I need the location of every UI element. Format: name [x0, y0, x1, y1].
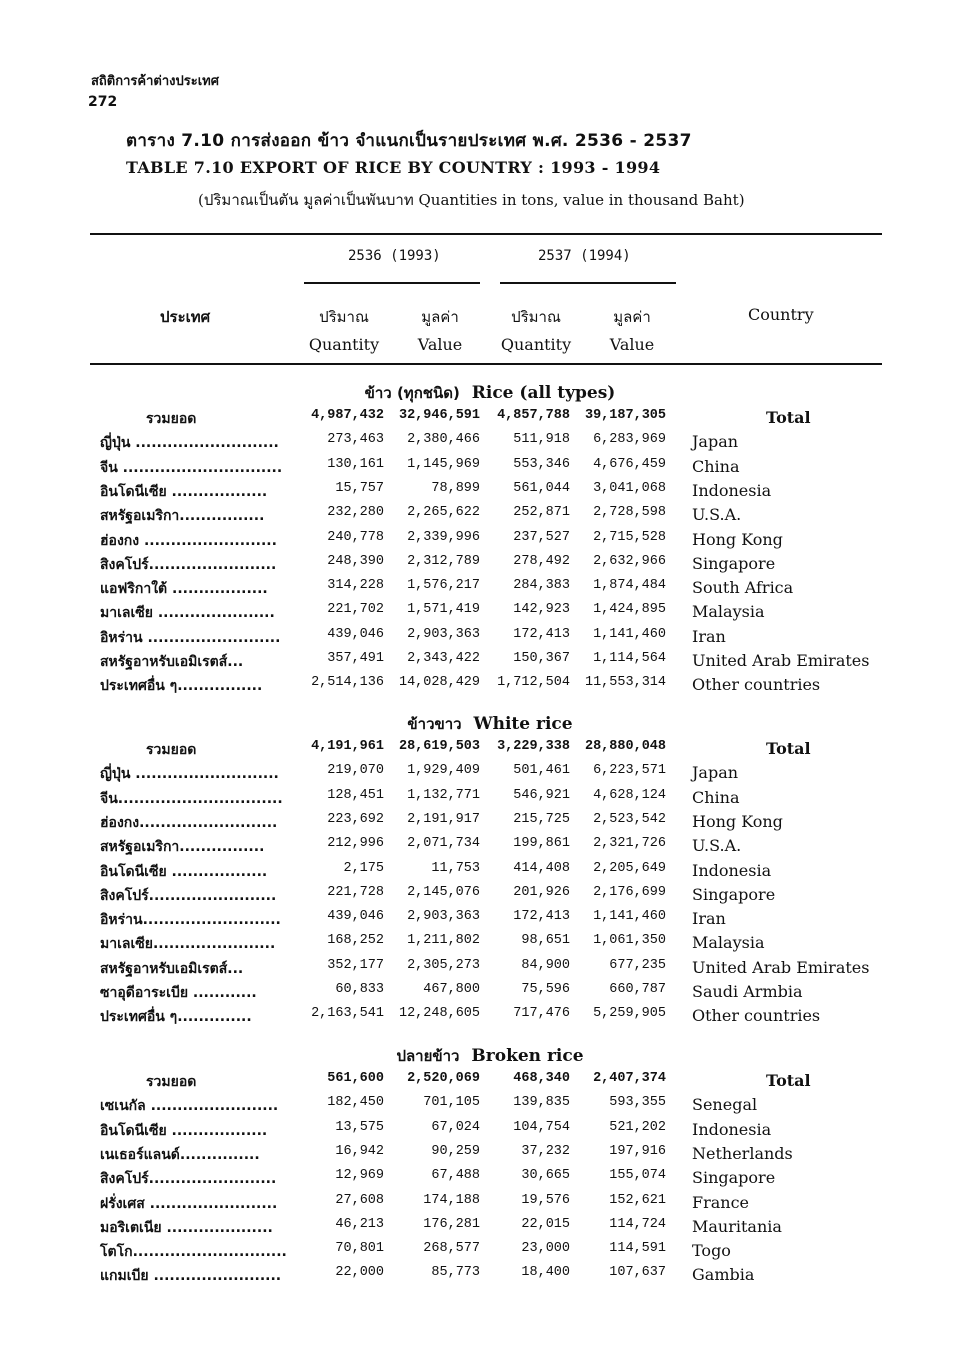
value-1993-cell: 2,903,363 — [407, 909, 480, 925]
quantity-1994-cell: 215,725 — [513, 811, 570, 827]
quantity-1994-cell: 172,413 — [513, 626, 570, 642]
table-row — [90, 1193, 890, 1217]
table-row — [90, 909, 890, 933]
table-row — [90, 554, 890, 578]
quantity-1993-cell: 314,228 — [327, 578, 384, 594]
country-name-thai: ประเทศอื่น ๆ................ — [100, 678, 263, 695]
value-1994-cell: 2,205,649 — [593, 860, 666, 876]
quantity-1993-cell: 2,514,136 — [311, 675, 384, 691]
value-1994-cell: 155,074 — [609, 1168, 666, 1184]
quantity-1993-cell: 352,177 — [327, 957, 384, 973]
country-name-english: Hong Kong — [692, 811, 783, 831]
value-1994-cell: 39,187,305 — [584, 408, 666, 423]
country-name-english: Japan — [692, 432, 739, 452]
quantity-1993-cell: 46,213 — [335, 1216, 384, 1232]
value-label-thai: มูลค่า — [613, 308, 651, 326]
country-name-english: Iran — [692, 626, 726, 646]
year-header-1993: 2536 (1993) — [348, 248, 441, 264]
value-1993-cell: 2,343,422 — [407, 651, 480, 666]
quantity-1993-cell: 60,833 — [335, 982, 384, 997]
value-1993-cell: 67,024 — [431, 1119, 480, 1135]
quantity-1994-cell: 561,044 — [513, 480, 570, 496]
quantity-1993-cell: 439,046 — [327, 626, 384, 642]
quantity-1993-cell: 240,778 — [327, 529, 384, 545]
country-name-thai: จีน .............................. — [100, 459, 283, 476]
value-1994-cell: 114,591 — [609, 1241, 666, 1257]
value-1994-cell: 1,114,564 — [593, 651, 666, 666]
quantity-1994-cell: 30,665 — [521, 1168, 570, 1184]
page-number: 272 — [88, 94, 118, 110]
table-row — [90, 505, 890, 529]
country-name-thai: สิงคโปร์........................ — [100, 887, 277, 904]
country-name-english: China — [692, 456, 740, 476]
year-underline-1994 — [500, 282, 676, 284]
value-1993-cell: 2,305,273 — [407, 957, 480, 973]
quantity-1994-cell: 37,232 — [521, 1143, 570, 1159]
value-1994-cell: 660,787 — [609, 982, 666, 997]
table-row — [90, 1144, 890, 1168]
country-name-english: Netherlands — [692, 1143, 793, 1163]
value-label-english: Value — [417, 335, 463, 354]
country-name-english: Malaysia — [692, 602, 765, 622]
country-name-thai: มาเลเซีย....................... — [100, 936, 276, 953]
value-1994-cell: 1,141,460 — [593, 626, 666, 642]
section-title-english: Broken rice — [471, 1046, 584, 1066]
quantity-label-thai: ปริมาณ — [511, 308, 561, 326]
quantity-1993-cell: 15,757 — [335, 480, 384, 496]
country-name-thai: ญี่ปุ่น ........................... — [100, 766, 279, 783]
column-header-country-thai: ประเทศ — [160, 308, 211, 326]
country-name-english: Indonesia — [692, 860, 772, 880]
value-1994-cell: 4,628,124 — [593, 787, 666, 803]
quantity-1994-cell: 252,871 — [513, 505, 570, 521]
value-1993-cell: 1,571,419 — [407, 602, 480, 618]
value-1993-cell: 2,380,466 — [407, 432, 480, 448]
country-name-english: Senegal — [692, 1095, 758, 1115]
quantity-1994-cell: 546,921 — [513, 787, 570, 803]
quantity-1993-cell: 16,942 — [335, 1143, 384, 1159]
section-title-thai: ปลายข้าว — [396, 1047, 460, 1065]
country-name-english: Total — [766, 1071, 811, 1090]
section-title-english: White rice — [473, 714, 573, 734]
quantity-1993-cell: 273,463 — [327, 432, 384, 448]
country-name-thai: อินโดนีเซีย .................. — [100, 1122, 268, 1139]
country-name-english: Total — [766, 408, 811, 427]
quantity-1993-cell: 357,491 — [327, 651, 384, 666]
table-row — [90, 788, 890, 812]
quantity-1993-cell: 248,390 — [327, 553, 384, 569]
table-total-row — [90, 739, 890, 763]
table-row — [90, 1006, 890, 1030]
quantity-1994-cell: 237,527 — [513, 529, 570, 545]
country-name-english: Singapore — [692, 1168, 776, 1188]
table-row — [90, 651, 890, 675]
table-title-english: TABLE 7.10 EXPORT OF RICE BY COUNTRY : 1993 - 1994 — [126, 158, 661, 177]
country-name-thai: ประเทศอื่น ๆ.............. — [100, 1009, 252, 1026]
column-header-value-1993 — [406, 305, 474, 354]
value-1993-cell: 12,248,605 — [398, 1006, 480, 1022]
column-header-value-1994 — [598, 305, 666, 354]
quantity-label-english: Quantity — [308, 335, 380, 354]
table-row — [90, 1265, 890, 1289]
table-row — [90, 763, 890, 787]
value-1993-cell: 1,211,802 — [407, 933, 480, 949]
country-name-thai: อินโดนีเซีย .................. — [100, 863, 268, 880]
table-row — [90, 578, 890, 602]
quantity-1994-cell: 553,346 — [513, 456, 570, 472]
table-row — [90, 1095, 890, 1119]
quantity-1993-cell: 219,070 — [327, 763, 384, 779]
quantity-1994-cell: 84,900 — [521, 957, 570, 973]
country-name-thai: สหรัฐอาหรับเอมิเรตส์... — [100, 654, 244, 670]
table-row — [90, 861, 890, 885]
section-title — [90, 712, 890, 736]
value-1993-cell: 268,577 — [423, 1241, 480, 1257]
value-1993-cell: 2,145,076 — [407, 884, 480, 900]
quantity-1994-cell: 19,576 — [521, 1192, 570, 1208]
quantity-1994-cell: 18,400 — [521, 1265, 570, 1281]
top-rule — [90, 233, 882, 235]
quantity-label-thai: ปริมาณ — [319, 308, 369, 326]
value-1994-cell: 1,141,460 — [593, 909, 666, 925]
value-1994-cell: 152,621 — [609, 1192, 666, 1208]
country-name-thai: อินโดนีเซีย .................. — [100, 483, 268, 500]
value-1994-cell: 2,523,542 — [593, 811, 666, 827]
value-1994-cell: 6,283,969 — [593, 432, 666, 448]
value-1994-cell: 2,715,528 — [593, 529, 666, 545]
year-underline-1993 — [304, 282, 480, 284]
country-name-thai: ฝรั่งเศส ........................ — [100, 1195, 278, 1212]
table-row — [90, 530, 890, 554]
quantity-1994-cell: 142,923 — [513, 602, 570, 618]
country-name-thai: สิงคโปร์........................ — [100, 1171, 277, 1188]
value-label-thai: มูลค่า — [421, 308, 459, 326]
value-1993-cell: 467,800 — [423, 982, 480, 997]
country-name-thai: แอฟริกาใต้ .................. — [100, 581, 268, 598]
table-row — [90, 602, 890, 626]
country-name-thai: สิงคโปร์........................ — [100, 556, 277, 573]
quantity-1993-cell: 130,161 — [327, 456, 384, 472]
quantity-1993-cell: 2,175 — [343, 860, 384, 876]
value-1993-cell: 2,903,363 — [407, 626, 480, 642]
value-1994-cell: 2,632,966 — [593, 553, 666, 569]
value-1993-cell: 2,312,789 — [407, 553, 480, 569]
section-title-thai: ข้าวขาว — [407, 715, 462, 733]
quantity-1994-cell: 75,596 — [521, 982, 570, 997]
quantity-1993-cell: 182,450 — [327, 1095, 384, 1111]
value-1993-cell: 1,145,969 — [407, 456, 480, 472]
table-title-thai: ตาราง 7.10 การส่งออก ข้าว จำแนกเป็นรายประเทศ พ.ศ. 2536 - 2537 — [126, 131, 692, 151]
quantity-1994-cell: 3,229,338 — [497, 739, 570, 754]
column-header-country-english: Country — [748, 305, 814, 324]
table-row — [90, 627, 890, 651]
quantity-1994-cell: 4,857,788 — [497, 408, 570, 423]
table-row — [90, 812, 890, 836]
value-1993-cell: 174,188 — [423, 1192, 480, 1208]
value-1993-cell: 90,259 — [431, 1143, 480, 1159]
country-name-thai: สหรัฐอเมริกา................ — [100, 839, 265, 856]
country-name-english: Japan — [692, 763, 739, 783]
country-name-thai: อิหร่าน ......................... — [100, 629, 281, 646]
quantity-1994-cell: 201,926 — [513, 884, 570, 900]
country-name-thai: สหรัฐอเมริกา................ — [100, 508, 265, 525]
country-name-english: U.S.A. — [692, 505, 742, 525]
country-name-thai: โตโก............................. — [100, 1244, 287, 1261]
value-1993-cell: 32,946,591 — [398, 408, 480, 423]
section-title-english: Rice (all types) — [471, 383, 616, 403]
table-row — [90, 1241, 890, 1265]
country-name-english: Hong Kong — [692, 529, 783, 549]
value-1994-cell: 6,223,571 — [593, 763, 666, 779]
value-1993-cell: 78,899 — [431, 480, 480, 496]
quantity-1994-cell: 278,492 — [513, 553, 570, 569]
country-name-english: China — [692, 787, 740, 807]
country-name-english: Gambia — [692, 1265, 755, 1285]
quantity-1994-cell: 104,754 — [513, 1119, 570, 1135]
quantity-1993-cell: 4,987,432 — [311, 408, 384, 423]
country-name-thai: สหรัฐอาหรับเอมิเรตส์... — [100, 960, 244, 977]
table-row — [90, 457, 890, 481]
country-name-english: Malaysia — [692, 933, 765, 953]
quantity-1993-cell: 168,252 — [327, 933, 384, 949]
table-row — [90, 958, 890, 982]
quantity-1994-cell: 468,340 — [513, 1071, 570, 1086]
country-name-thai: ญี่ปุ่น ........................... — [100, 435, 279, 452]
country-name-english: Singapore — [692, 553, 776, 573]
quantity-1994-cell: 284,383 — [513, 578, 570, 594]
quantity-1993-cell: 212,996 — [327, 836, 384, 852]
quantity-1993-cell: 2,163,541 — [311, 1006, 384, 1022]
country-name-thai: อิหร่าน.......................... — [100, 912, 281, 929]
quantity-1993-cell: 12,969 — [335, 1168, 384, 1184]
column-header-quantity-1993 — [306, 305, 382, 354]
quantity-1994-cell: 511,918 — [513, 432, 570, 448]
value-1993-cell: 176,281 — [423, 1216, 480, 1232]
value-1994-cell: 107,637 — [609, 1265, 666, 1281]
running-title: สถิติการค้าต่างประเทศ — [91, 74, 219, 89]
quantity-1994-cell: 414,408 — [513, 860, 570, 876]
value-1993-cell: 2,339,996 — [407, 529, 480, 545]
country-name-thai: แกมเบีย ........................ — [100, 1268, 282, 1285]
value-1994-cell: 11,553,314 — [584, 675, 666, 691]
table-row — [90, 675, 890, 699]
country-name-english: Total — [766, 739, 811, 758]
country-name-english: Singapore — [692, 884, 776, 904]
country-name-thai: เซเนกัล ........................ — [100, 1098, 279, 1115]
value-1994-cell: 593,355 — [609, 1095, 666, 1111]
value-1994-cell: 114,724 — [609, 1216, 666, 1232]
value-1993-cell: 11,753 — [431, 860, 480, 876]
country-name-thai: จีน............................... — [100, 790, 283, 807]
header-bottom-rule — [90, 363, 882, 365]
quantity-1993-cell: 4,191,961 — [311, 739, 384, 754]
quantity-1994-cell: 172,413 — [513, 909, 570, 925]
country-name-english: Other countries — [692, 1006, 821, 1026]
value-1994-cell: 521,202 — [609, 1119, 666, 1135]
section-title — [90, 381, 890, 405]
quantity-1994-cell: 150,367 — [513, 651, 570, 666]
quantity-1993-cell: 561,600 — [327, 1071, 384, 1086]
country-name-english: Togo — [692, 1241, 731, 1261]
value-1993-cell: 1,929,409 — [407, 763, 480, 779]
value-1994-cell: 2,176,699 — [593, 884, 666, 900]
country-name-english: Iran — [692, 909, 726, 929]
country-name-english: Indonesia — [692, 480, 772, 500]
table-total-row — [90, 1071, 890, 1095]
value-1993-cell: 2,071,734 — [407, 836, 480, 852]
value-1993-cell: 14,028,429 — [398, 675, 480, 691]
value-1994-cell: 28,880,048 — [584, 739, 666, 754]
value-1994-cell: 2,407,374 — [593, 1071, 666, 1086]
quantity-1993-cell: 22,000 — [335, 1265, 384, 1281]
country-name-english: Mauritania — [692, 1216, 782, 1236]
value-1994-cell: 2,728,598 — [593, 505, 666, 521]
quantity-1994-cell: 199,861 — [513, 836, 570, 852]
country-name-english: Saudi Armbia — [692, 982, 803, 1001]
value-1993-cell: 85,773 — [431, 1265, 480, 1281]
value-1993-cell: 28,619,503 — [398, 739, 480, 754]
quantity-1994-cell: 717,476 — [513, 1006, 570, 1022]
value-1994-cell: 677,235 — [609, 957, 666, 973]
country-name-thai: รวมยอด — [146, 1074, 197, 1090]
value-1994-cell: 2,321,726 — [593, 836, 666, 852]
table-row — [90, 982, 890, 1006]
table-row — [90, 933, 890, 957]
value-1993-cell: 1,132,771 — [407, 787, 480, 803]
quantity-1993-cell: 221,728 — [327, 884, 384, 900]
country-name-thai: มอริเตเนีย .................... — [100, 1219, 273, 1236]
quantity-1994-cell: 1,712,504 — [497, 675, 570, 691]
country-name-thai: ซาอุดีอาระเบีย ............ — [100, 985, 257, 1001]
table-row — [90, 1120, 890, 1144]
value-1993-cell: 701,105 — [423, 1095, 480, 1111]
table-row — [90, 1217, 890, 1241]
table-row — [90, 432, 890, 456]
quantity-label-english: Quantity — [500, 335, 572, 354]
section-title — [90, 1044, 890, 1068]
country-name-english: United Arab Emirates — [692, 651, 870, 670]
value-1993-cell: 2,265,622 — [407, 505, 480, 521]
year-header-1994: 2537 (1994) — [538, 248, 631, 264]
table-row — [90, 885, 890, 909]
quantity-1993-cell: 27,608 — [335, 1192, 384, 1208]
value-1994-cell: 4,676,459 — [593, 456, 666, 472]
value-1994-cell: 1,061,350 — [593, 933, 666, 949]
value-1994-cell: 1,874,484 — [593, 578, 666, 594]
value-1994-cell: 1,424,895 — [593, 602, 666, 618]
quantity-1994-cell: 98,651 — [521, 933, 570, 949]
quantity-1994-cell: 501,461 — [513, 763, 570, 779]
table-subtitle: (ปริมาณเป็นตัน มูลค่าเป็นพันบาท Quantities in tons, value in thousand Baht) — [198, 191, 745, 209]
country-name-thai: มาเลเซีย ...................... — [100, 605, 275, 622]
quantity-1993-cell: 13,575 — [335, 1119, 384, 1135]
quantity-1993-cell: 221,702 — [327, 602, 384, 618]
country-name-english: Other countries — [692, 675, 821, 695]
quantity-1994-cell: 139,835 — [513, 1095, 570, 1111]
quantity-1994-cell: 23,000 — [521, 1241, 570, 1257]
value-1993-cell: 2,520,069 — [407, 1071, 480, 1086]
value-1994-cell: 5,259,905 — [593, 1006, 666, 1022]
value-1993-cell: 2,191,917 — [407, 811, 480, 827]
country-name-english: South Africa — [692, 578, 794, 598]
quantity-1993-cell: 128,451 — [327, 787, 384, 803]
section-title-thai: ข้าว (ทุกชนิด) — [364, 384, 460, 402]
value-1993-cell: 1,576,217 — [407, 578, 480, 594]
quantity-1993-cell: 70,801 — [335, 1241, 384, 1257]
country-name-thai: ฮ่องกง ......................... — [100, 532, 277, 549]
value-1993-cell: 67,488 — [431, 1168, 480, 1184]
table-total-row — [90, 408, 890, 432]
table-row — [90, 1168, 890, 1192]
country-name-english: U.S.A. — [692, 836, 742, 856]
table-row — [90, 481, 890, 505]
value-1994-cell: 3,041,068 — [593, 480, 666, 496]
value-1994-cell: 197,916 — [609, 1143, 666, 1159]
quantity-1993-cell: 223,692 — [327, 811, 384, 827]
table-row — [90, 836, 890, 860]
country-name-thai: เนเธอร์แลนด์............... — [100, 1146, 260, 1163]
country-name-english: United Arab Emirates — [692, 957, 870, 977]
value-label-english: Value — [609, 335, 655, 354]
column-header-quantity-1994 — [498, 305, 574, 354]
quantity-1993-cell: 439,046 — [327, 909, 384, 925]
country-name-thai: รวมยอด — [146, 411, 197, 427]
country-name-thai: รวมยอด — [146, 742, 197, 758]
country-name-english: Indonesia — [692, 1119, 772, 1139]
quantity-1993-cell: 232,280 — [327, 505, 384, 521]
country-name-english: France — [692, 1192, 750, 1212]
quantity-1994-cell: 22,015 — [521, 1216, 570, 1232]
country-name-thai: ฮ่องกง.......................... — [100, 814, 278, 831]
